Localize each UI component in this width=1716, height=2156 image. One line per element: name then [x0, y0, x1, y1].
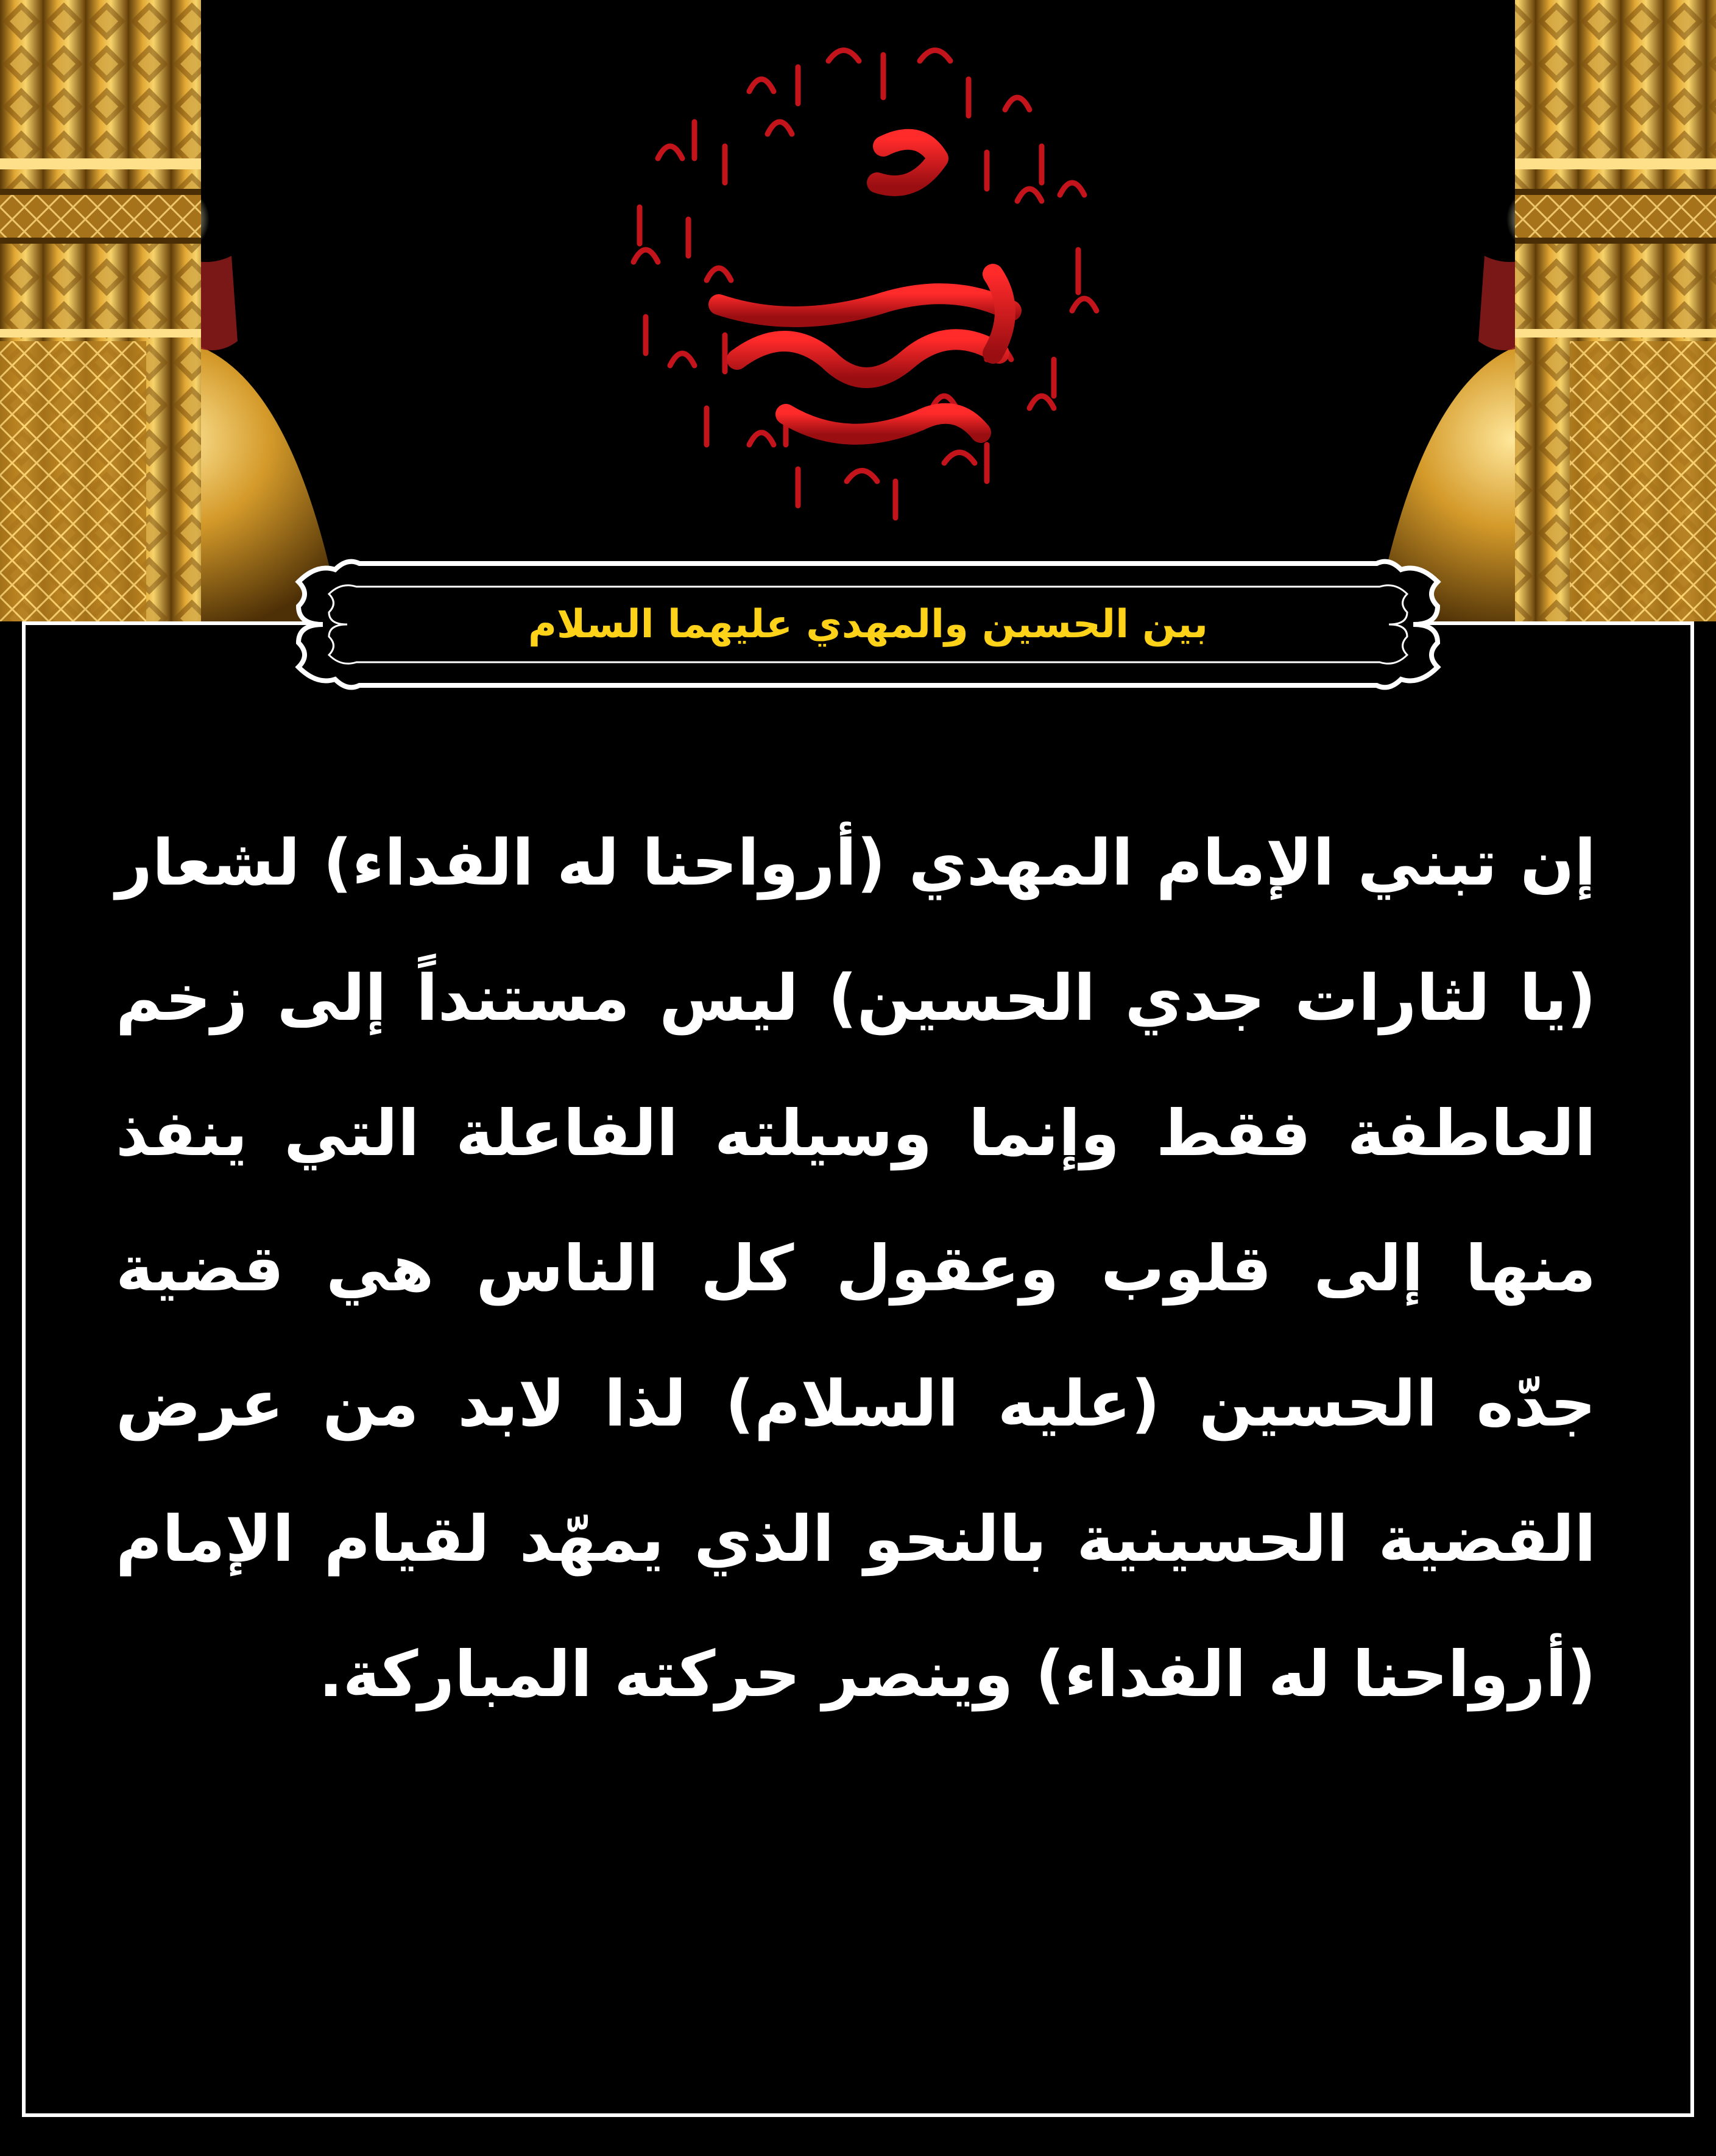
- page-title: بين الحسين والمهدي عليهما السلام: [528, 602, 1209, 647]
- calligraphy-ring: [634, 51, 1096, 518]
- ashura-calligraphy-emblem: [567, 18, 1151, 567]
- article-body: إن تبني الإمام المهدي (أرواحنا له الفداء) لشعار (يا لثارات جدي الحسين) ليس مستنداً إلى زخم العاطفة فقط وإنما وسيلته الفاعلة التي ينفذ منها إلى قلوب وعقول كل الناس هي قضية جدّه الحسين (عليه السلام) لذا لابد من عرض القضية الحسينية بالنحو الذي يمهّد لقيام الإمام (أرواحنا له الفداء) وينصر حركته المباركة.: [116, 825, 1596, 1711]
- left-minaret: [0, 0, 201, 621]
- calligraphy-artwork: [567, 18, 1151, 567]
- right-minaret: [1515, 0, 1716, 621]
- title-banner: [280, 551, 1456, 698]
- calligraphy-main: [719, 140, 1011, 434]
